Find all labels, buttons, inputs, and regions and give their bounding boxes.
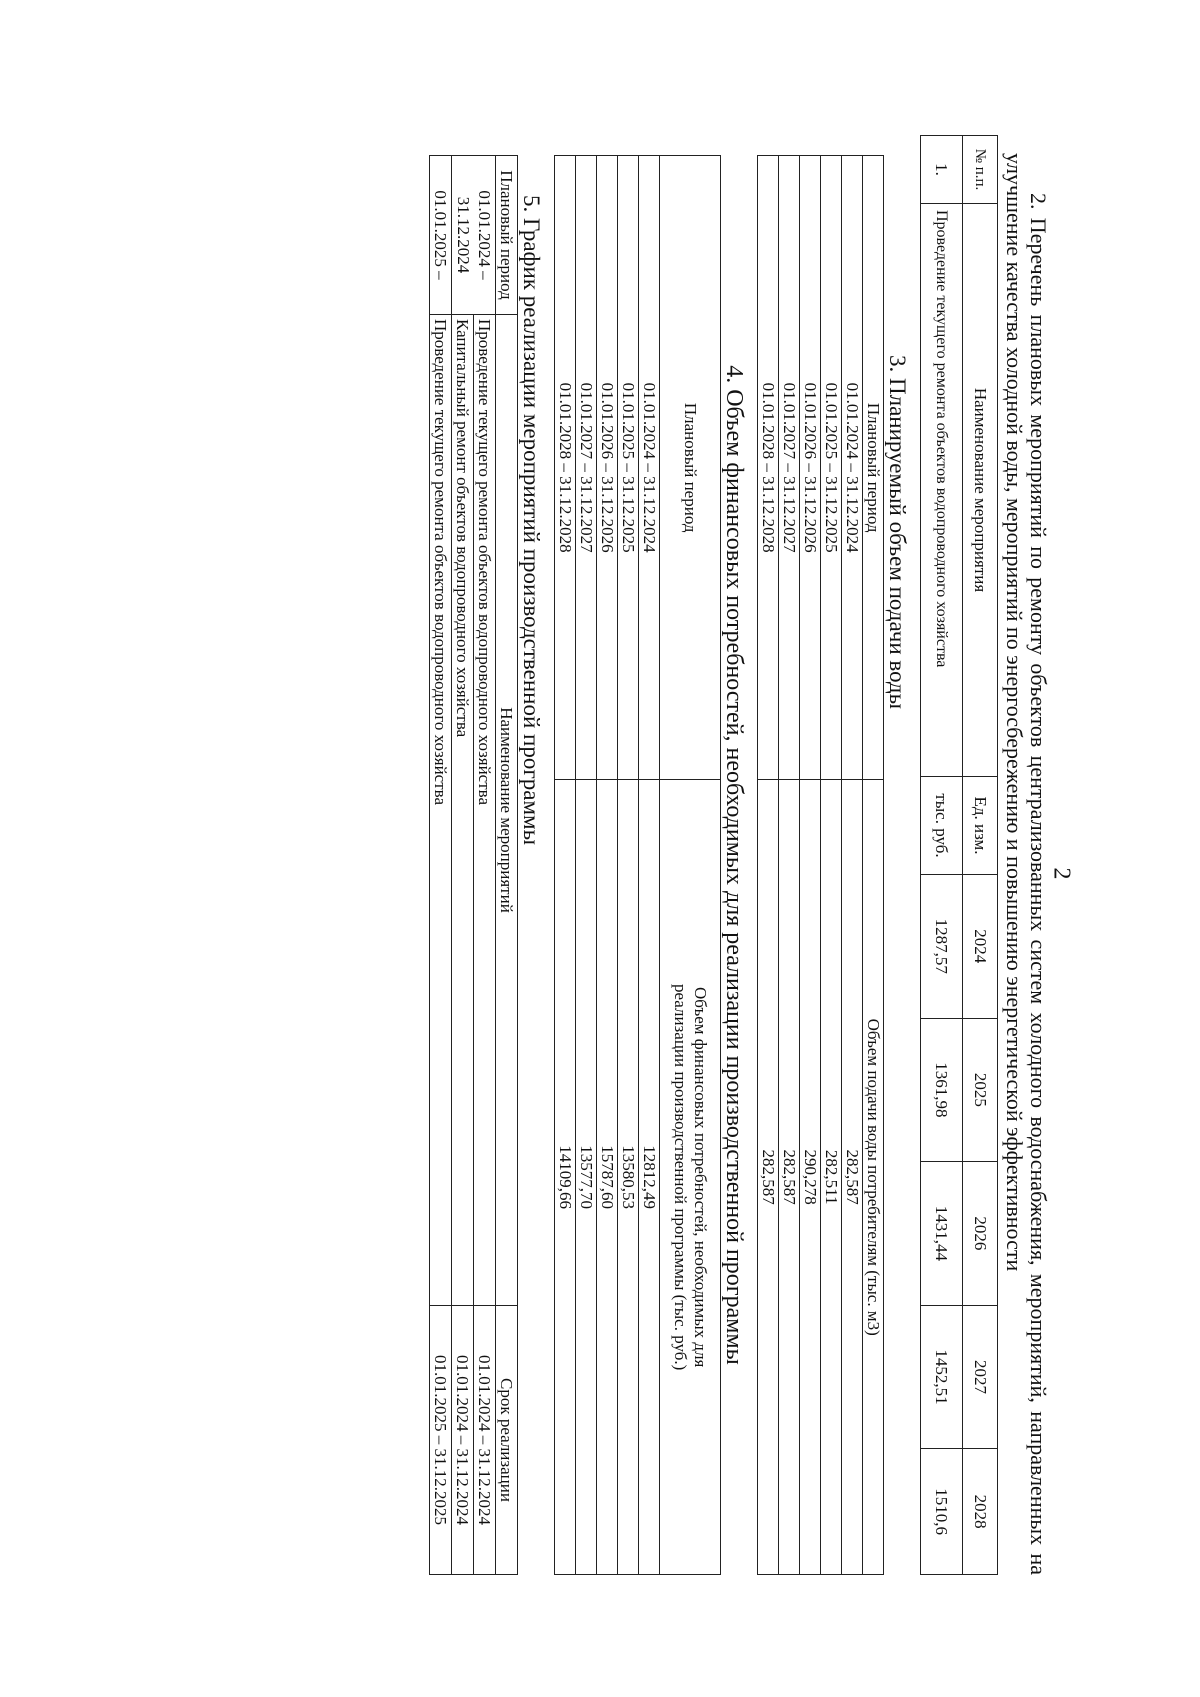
cell-amount: 15787,60 [597, 780, 618, 1575]
cell-2028: 1510,6 [921, 1449, 963, 1575]
cell-name: Проведение текущего ремонта объектов водопроводного хозяйства [474, 315, 496, 1306]
table-row [800, 156, 821, 1575]
table-row [779, 156, 800, 1575]
cell-period: 01.01.2027 – 31.12.2027 [779, 156, 800, 780]
cell-amount: 13580,53 [618, 780, 639, 1575]
cell-amount: 13577,70 [576, 780, 597, 1575]
cell-period: 01.01.2024 – [474, 156, 496, 315]
cell-volume: 290,278 [800, 780, 821, 1575]
section-2-table [920, 135, 998, 1575]
header-name: Наименование мероприятия [963, 204, 998, 777]
cell-2024: 1287,57 [921, 875, 963, 1019]
header-term: Срок реализации [496, 1306, 518, 1575]
rotated-content [130, 135, 1050, 1575]
table-row [921, 136, 963, 1575]
cell-amount: 12812,49 [639, 780, 660, 1575]
cell-2026: 1431,44 [921, 1162, 963, 1306]
cell-period: 01.01.2026 – 31.12.2026 [800, 156, 821, 780]
cell-volume: 282,587 [779, 780, 800, 1575]
cell-2027: 1452,51 [921, 1305, 963, 1449]
cell-volume: 282,587 [842, 780, 863, 1575]
section-2-title: 2. Перечень плановых мероприятий по ремонту объектов централизованных систем холодного водоснабжения, мероприятий, направленных на улучшение качества холодной воды, мероприятий по энергосбережению и повышению энергетической эффективности [1002, 153, 1051, 1575]
section-3-title: 3. Планируемый объем подачи воды [885, 355, 910, 710]
cell-period: 01.01.2028 – 31.12.2028 [758, 156, 779, 780]
section-3-table [757, 155, 884, 1575]
table-row [452, 156, 474, 1575]
header-period: Плановый период [496, 156, 518, 315]
header-num: № п.п. [963, 136, 998, 204]
cell-name: Проведение текущего ремонта объектов водопроводного хозяйства [921, 204, 963, 777]
header-unit: Ед. изм. [963, 777, 998, 875]
table-row [474, 156, 496, 1575]
cell-volume: 282,587 [758, 780, 779, 1575]
cell-volume: 282,511 [821, 780, 842, 1575]
section-2 [920, 135, 1050, 1575]
header-period: Плановый период [660, 156, 721, 780]
cell-period: 01.01.2025 – 31.12.2025 [821, 156, 842, 780]
header-period: Плановый период [863, 156, 884, 780]
table-header-row [660, 156, 721, 1575]
table-row [821, 156, 842, 1575]
table-row [758, 156, 779, 1575]
cell-unit: тыс. руб. [921, 777, 963, 875]
header-2025: 2025 [963, 1018, 998, 1162]
cell-period: 01.01.2024 – 31.12.2024 [639, 156, 660, 780]
cell-period: 01.01.2026 – 31.12.2026 [597, 156, 618, 780]
section-5-table [429, 155, 518, 1575]
cell-period: 01.01.2027 – 31.12.2027 [576, 156, 597, 780]
cell-period: 31.12.2024 [452, 156, 474, 315]
table-header-row [963, 136, 998, 1575]
header-2024: 2024 [963, 875, 998, 1019]
header-2026: 2026 [963, 1162, 998, 1306]
cell-2025: 1361,98 [921, 1018, 963, 1162]
cell-period: 01.01.2028 – 31.12.2028 [555, 156, 576, 780]
cell-period: 01.01.2024 – 31.12.2024 [842, 156, 863, 780]
table-header-row [496, 156, 518, 1575]
cell-num: 1. [921, 136, 963, 204]
table-row [618, 156, 639, 1575]
table-row [430, 156, 452, 1575]
cell-term: 01.01.2025 – 31.12.2025 [430, 1306, 452, 1575]
table-row [576, 156, 597, 1575]
header-volume: Объем подачи воды потребителям (тыс. м3) [863, 780, 884, 1575]
cell-term: 01.01.2024 – 31.12.2024 [452, 1306, 474, 1575]
section-4 [554, 135, 747, 1575]
section-5-title: 5. График реализации мероприятий производственной программы [519, 195, 544, 846]
table-row [639, 156, 660, 1575]
table-row [842, 156, 863, 1575]
table-row [597, 156, 618, 1575]
cell-name: Проведение текущего ремонта объектов водопроводного хозяйства [430, 315, 452, 1306]
cell-term: 01.01.2024 – 31.12.2024 [474, 1306, 496, 1575]
cell-period: 01.01.2025 – [430, 156, 452, 315]
table-row [555, 156, 576, 1575]
cell-name: Капитальный ремонт объектов водопроводного хозяйства [452, 315, 474, 1306]
section-5 [429, 135, 544, 1575]
section-4-title: 4. Объем финансовых потребностей, необходимых для реализации производственной программы [721, 365, 747, 1365]
header-name: Наименование мероприятий [496, 315, 518, 1306]
header-2028: 2028 [963, 1449, 998, 1575]
header-2027: 2027 [963, 1305, 998, 1449]
header-amount: Объем финансовых потребностей, необходимых для реализации производственной программы (тыс. руб.) [660, 780, 721, 1575]
cell-period: 01.01.2025 – 31.12.2025 [618, 156, 639, 780]
cell-amount: 14109,66 [555, 780, 576, 1575]
section-3 [757, 135, 910, 1575]
page-number: 2 [1048, 867, 1075, 880]
table-header-row [863, 156, 884, 1575]
section-4-table [554, 155, 721, 1575]
